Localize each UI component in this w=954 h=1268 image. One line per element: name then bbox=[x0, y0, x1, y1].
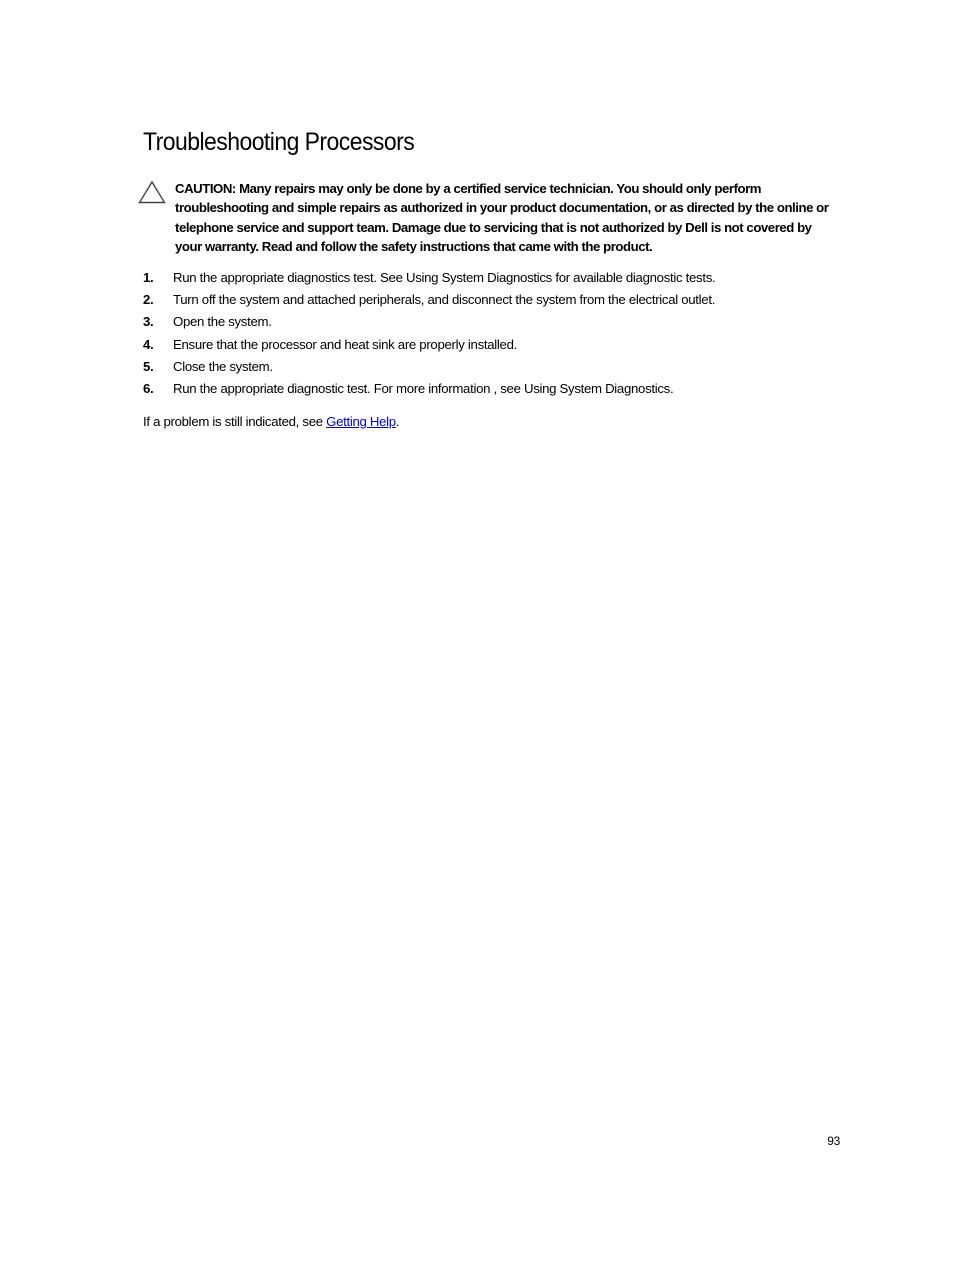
step-text: Open the system. bbox=[173, 314, 272, 330]
procedure-steps bbox=[143, 269, 843, 402]
step-text: Run the appropriate diagnostics test. See Using System Diagnostics for available diagnostic tests. bbox=[173, 270, 716, 285]
page-number: 93 bbox=[827, 1134, 840, 1148]
step-number: 4. bbox=[143, 336, 154, 352]
list-item bbox=[143, 269, 843, 291]
footer-note-suffix: . bbox=[395, 414, 400, 429]
list-item bbox=[143, 336, 843, 358]
step-number: 5. bbox=[143, 358, 154, 374]
warning-triangle-icon bbox=[138, 180, 166, 204]
list-item bbox=[143, 291, 843, 313]
list-item bbox=[143, 380, 843, 402]
step-text: Turn off the system and attached peripherals, and disconnect the system from the electrical outlet. bbox=[173, 292, 716, 308]
getting-help-link[interactable]: Getting Help bbox=[326, 414, 396, 429]
step-text: Close the system. bbox=[173, 358, 273, 374]
step-number: 2. bbox=[143, 292, 154, 308]
step-number: 1. bbox=[143, 270, 154, 285]
page-title: Troubleshooting Processors bbox=[143, 128, 415, 156]
footer-note bbox=[143, 413, 399, 431]
step-text: Ensure that the processor and heat sink are properly installed. bbox=[173, 336, 517, 352]
caution-text: CAUTION: Many repairs may only be done by a certified service technician. You should only perform troubleshooting and simple repairs as authorized in your product documentation, or as directed by the online or telephone service and support team. Damage due to servicing that is not authorized by Dell is not covered by your warranty. Read and follow the safety instructions that came with the product. bbox=[175, 181, 829, 254]
step-text: Run the appropriate diagnostic test. For more information , see Using System Diagnostics. bbox=[173, 380, 674, 396]
footer-note-prefix: If a problem is still indicated, see bbox=[143, 414, 327, 429]
step-number: 6. bbox=[143, 380, 154, 396]
step-number: 3. bbox=[143, 314, 154, 330]
list-item bbox=[143, 313, 843, 335]
list-item bbox=[143, 358, 843, 380]
